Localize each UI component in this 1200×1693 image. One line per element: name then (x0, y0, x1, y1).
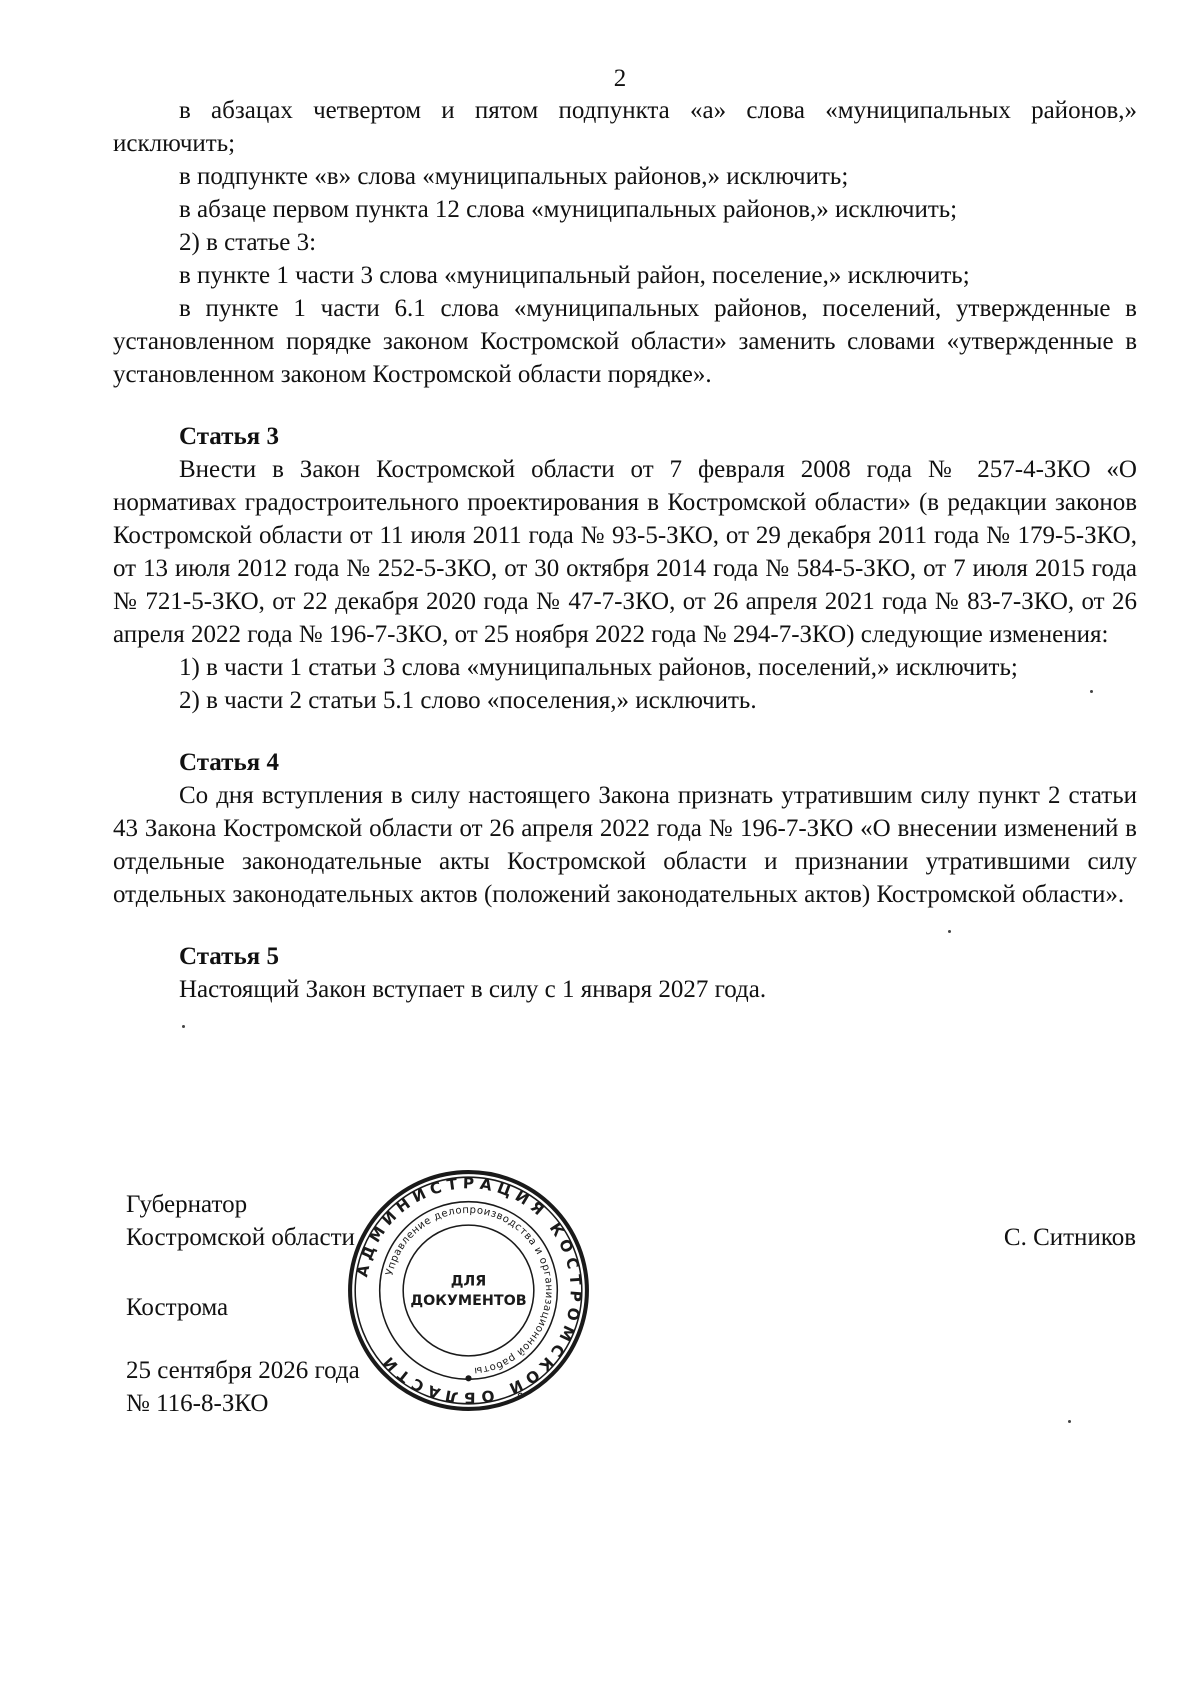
intro-paragraph: в пункте 1 части 6.1 слова «муниципальных районов, поселений, утвержденные в установленном порядке законом Костромской области» заменить словами «утвержденные в установленном законом Костромской области порядке». (113, 295, 1137, 388)
article-5-paragraph: Настоящий Закон вступает в силу с 1 января 2027 года. (179, 976, 767, 1003)
signature-block (126, 1188, 1136, 1428)
article-3-paragraph: Внести в Закон Костромской области от 7 февраля 2008 года № 257-4-ЗКО «О нормативах градостроительного проектирования в Костромской области» (в редакции законов Костромской области от 11 июля 2011 года № 93-5-ЗКО, от 29 декабря 2011 года № 179-5-ЗКО, от 13 июля 2012 года № 252-5-ЗКО, от 30 октября 2014 года № 584-5-ЗКО, от 7 июля 2015 года № 721-5-ЗКО, от 22 декабря 2020 года № 47-7-ЗКО, от 26 апреля 2021 года № 83-7-ЗКО, от 26 апреля 2022 года № 196-7-ЗКО, от 25 ноября 2022 года № 294-7-ЗКО) следующие изменения: (113, 456, 1137, 648)
intro-paragraph: 2) в статье 3: (179, 229, 317, 256)
intro-paragraph: в абзаце первом пункта 12 слова «муниципальных районов,» исключить; (179, 196, 958, 223)
seal-center-line1: ДЛЯ (450, 1273, 487, 1290)
article-4-heading: Статья 4 (179, 749, 279, 776)
place-of-signing: Кострома (126, 1294, 229, 1321)
intro-paragraph: в подпункте «в» слова «муниципальных районов,» исключить; (179, 163, 849, 190)
article-4-paragraph: Со дня вступления в силу настоящего Закона признать утратившим силу пункт 2 статьи 43 Закона Костромской области от 26 апреля 2022 года № 196-7-ЗКО «О внесении изменений в отдельные законодательные акты Костромской области и признании утратившими силу отдельных законодательных актов (положений законодательных актов) Костромской области». (113, 782, 1137, 908)
signatory-name: С. Ситников (1003, 1224, 1136, 1251)
official-seal-stamp (346, 1168, 591, 1413)
article-5-heading: Статья 5 (179, 943, 279, 970)
intro-paragraph: в абзацах четвертом и пятом подпункта «а» слова «муниципальных районов,» исключить; (113, 97, 1137, 157)
signing-date: 25 сентября 2026 года (126, 1357, 360, 1384)
signatory-title-line1: Губернатор (126, 1191, 248, 1218)
page-number: 2 (613, 65, 627, 92)
signatory-title (126, 1188, 355, 1254)
article-3-paragraph: 2) в части 2 статьи 5.1 слово «поселения,» исключить. (179, 687, 757, 714)
seal-center-line2: ДОКУМЕНТОВ (410, 1292, 527, 1309)
intro-paragraph: в пункте 1 части 3 слова «муниципальный район, поселение,» исключить; (179, 262, 970, 289)
article-3-paragraph: 1) в части 1 статьи 3 слова «муниципальных районов, поселений,» исключить; (179, 654, 1018, 681)
law-number: № 116-8-ЗКО (126, 1390, 269, 1417)
signatory-title-line2: Костромской области (126, 1224, 355, 1251)
svg-text:АДМИНИСТРАЦИЯ КОСТРОМСКОЙ ОБЛА: АДМИНИСТРАЦИЯ КОСТРОМСКОЙ ОБЛАСТИ (353, 1174, 585, 1407)
svg-text:Управление делопроизводства и: Управление делопроизводства и организационной работы (384, 1204, 555, 1376)
document-body (113, 94, 1137, 1006)
article-3-heading: Статья 3 (179, 423, 279, 450)
